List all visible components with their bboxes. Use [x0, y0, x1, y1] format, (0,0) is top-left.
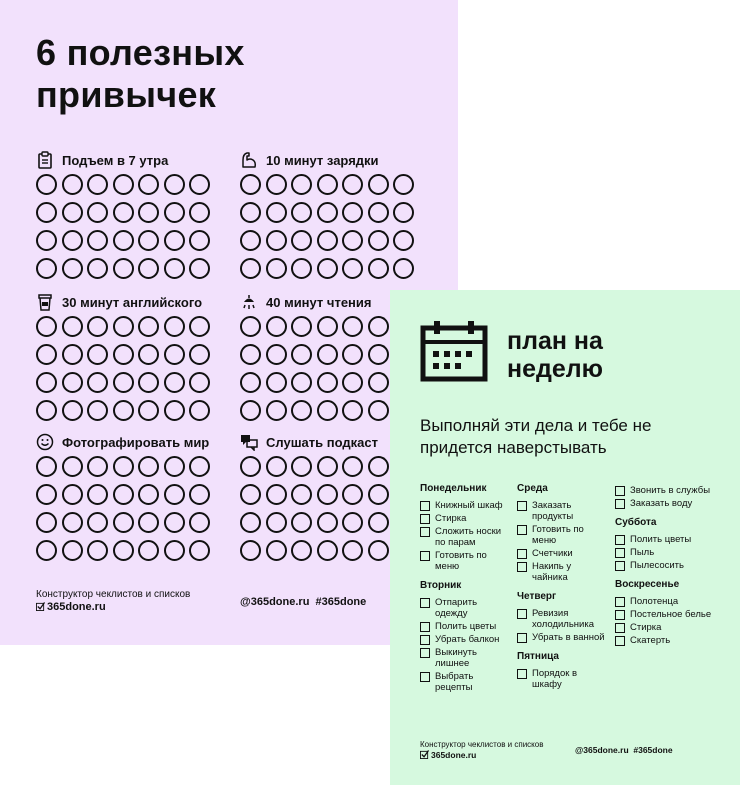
habit-tracker-circle[interactable] — [291, 316, 312, 337]
task-checkbox[interactable] — [420, 527, 430, 537]
habit-tracker-circle[interactable] — [62, 202, 83, 223]
habit-tracker-circle[interactable] — [240, 540, 261, 561]
planner-day-heading: Суббота — [615, 517, 657, 528]
habit-tracker-circle[interactable] — [138, 484, 159, 505]
habit-tracker-circle[interactable] — [240, 400, 261, 421]
habit-tracker-circle[interactable] — [87, 258, 108, 279]
planner-task — [517, 608, 609, 630]
habit-tracker-circle[interactable] — [240, 230, 261, 251]
habit-tracker-circle[interactable] — [138, 456, 159, 477]
habit-block — [36, 150, 236, 170]
habit-tracker-circle[interactable] — [164, 202, 185, 223]
habit-tracker-circle[interactable] — [189, 202, 210, 223]
task-checkbox[interactable] — [420, 635, 430, 645]
habit-tracker-circle[interactable] — [36, 512, 57, 533]
planner-footer-brand — [420, 740, 543, 761]
habit-tracker-circle[interactable] — [342, 372, 363, 393]
habit-tracker-circle[interactable] — [266, 400, 287, 421]
habit-tracker-circle[interactable] — [87, 456, 108, 477]
chat-bubbles-icon — [240, 433, 258, 451]
habit-tracker-circle[interactable] — [368, 456, 389, 477]
habit-tracker-circle[interactable] — [62, 174, 83, 195]
habit-tracker-circle[interactable] — [291, 344, 312, 365]
task-checkbox[interactable] — [517, 549, 527, 559]
habit-tracker-circle[interactable] — [291, 512, 312, 533]
task-checkbox[interactable] — [615, 561, 625, 571]
habit-tracker-circle[interactable] — [342, 400, 363, 421]
planner-task — [517, 524, 609, 546]
habit-tracker-circle[interactable] — [36, 456, 57, 477]
task-label: Порядок в шкафу — [532, 668, 578, 690]
task-label: Стирка — [630, 622, 662, 633]
calendar-icon — [420, 320, 488, 382]
habit-tracker-circle[interactable] — [393, 258, 414, 279]
task-checkbox[interactable] — [420, 622, 430, 632]
task-label: Заказать продукты — [532, 500, 574, 522]
task-checkbox[interactable] — [615, 636, 625, 646]
habit-label: 40 минут чтения — [266, 294, 372, 310]
planner-task — [420, 513, 512, 524]
habit-tracker-circle[interactable] — [266, 230, 287, 251]
task-checkbox[interactable] — [420, 648, 430, 658]
task-label: Выкинуть лишнее — [435, 647, 477, 669]
habit-tracker-circle[interactable] — [291, 400, 312, 421]
planner-footer-social — [575, 745, 673, 756]
habit-tracker-circle[interactable] — [62, 540, 83, 561]
habit-tracker-circle[interactable] — [62, 484, 83, 505]
habit-tracker-circle[interactable] — [113, 316, 134, 337]
habit-tracker-circle[interactable] — [87, 344, 108, 365]
planner-task — [420, 500, 512, 511]
habit-tracker-circle[interactable] — [138, 400, 159, 421]
planner-day-heading: Пятница — [517, 651, 559, 662]
habit-tracker-circle[interactable] — [393, 230, 414, 251]
planner-task — [615, 485, 715, 496]
habit-tracker-circle[interactable] — [317, 174, 338, 195]
shower-icon — [240, 293, 258, 311]
habit-tracker-circle[interactable] — [36, 540, 57, 561]
habit-tracker-circle[interactable] — [317, 258, 338, 279]
task-label: Ревизия холодильника — [532, 608, 594, 630]
planner-task — [420, 550, 512, 572]
task-label: Убрать в ванной — [532, 632, 605, 643]
planner-task — [517, 548, 609, 559]
habit-tracker-circle[interactable] — [189, 512, 210, 533]
planner-day-heading: Четверг — [517, 591, 557, 602]
habit-tracker-circle[interactable] — [240, 512, 261, 533]
habit-tracker-circle[interactable] — [368, 372, 389, 393]
habit-label: 10 минут зарядки — [266, 152, 379, 168]
planner-task — [517, 561, 609, 583]
habit-tracker-circle[interactable] — [291, 540, 312, 561]
habit-tracker-circle[interactable] — [368, 174, 389, 195]
habit-tracker-circle[interactable] — [36, 174, 57, 195]
habit-tracker-circle[interactable] — [62, 512, 83, 533]
habit-tracker-circle[interactable] — [113, 484, 134, 505]
habit-tracker-circle[interactable] — [113, 258, 134, 279]
task-checkbox[interactable] — [517, 669, 527, 679]
habit-tracker-circle[interactable] — [189, 456, 210, 477]
habit-tracker-circle[interactable] — [266, 456, 287, 477]
planner-task — [615, 635, 715, 646]
habit-tracker-circle[interactable] — [240, 372, 261, 393]
habit-tracker-circle[interactable] — [189, 230, 210, 251]
task-label: Полить цветы — [435, 621, 497, 632]
habit-tracker-circle[interactable] — [164, 258, 185, 279]
planner-task — [420, 621, 512, 632]
habit-tracker-circle[interactable] — [87, 174, 108, 195]
task-label: Заказать воду — [630, 498, 693, 509]
footer-social: @365done.ru #365done — [240, 596, 367, 608]
checkbox-tick-icon — [420, 750, 429, 759]
habit-tracker-circle[interactable] — [113, 344, 134, 365]
footer-caption: Конструктор чеклистов и списков — [420, 740, 544, 749]
planner-title: план на неделю — [507, 327, 604, 383]
task-checkbox[interactable] — [615, 499, 625, 509]
planner-sheet — [390, 290, 740, 785]
task-checkbox[interactable] — [517, 501, 527, 511]
habit-tracker-circle[interactable] — [87, 484, 108, 505]
task-label: Книжный шкаф — [435, 500, 503, 511]
habit-tracker-circle[interactable] — [113, 202, 134, 223]
habit-tracker-circle[interactable] — [189, 174, 210, 195]
habit-tracker-circle[interactable] — [291, 456, 312, 477]
habit-tracker-circle[interactable] — [240, 456, 261, 477]
habit-tracker-circle[interactable] — [36, 344, 57, 365]
habit-tracker-circle[interactable] — [138, 372, 159, 393]
habit-tracker-circle[interactable] — [317, 456, 338, 477]
task-checkbox[interactable] — [517, 609, 527, 619]
task-checkbox[interactable] — [517, 633, 527, 643]
task-label: Готовить по меню — [532, 524, 584, 546]
task-label: Выбрать рецепты — [435, 671, 474, 693]
task-checkbox[interactable] — [615, 548, 625, 558]
task-label: Отпарить одежду — [435, 597, 478, 619]
task-label: Счетчики — [532, 548, 573, 559]
habit-tracker-circle[interactable] — [164, 174, 185, 195]
habit-tracker-circle[interactable] — [266, 316, 287, 337]
habit-tracker-circle[interactable] — [36, 372, 57, 393]
habit-tracker-circle[interactable] — [138, 258, 159, 279]
habit-tracker-circle[interactable] — [342, 484, 363, 505]
habit-tracker-circle[interactable] — [240, 202, 261, 223]
flexed-arm-icon — [240, 151, 258, 169]
habit-tracker-circle[interactable] — [164, 230, 185, 251]
habit-tracker-circle[interactable] — [240, 484, 261, 505]
habit-tracker-circle[interactable] — [342, 258, 363, 279]
habit-tracker-circle[interactable] — [291, 372, 312, 393]
habit-tracker-circle[interactable] — [138, 344, 159, 365]
planner-task — [420, 634, 512, 645]
task-label: Накипь у чайника — [532, 561, 572, 583]
habit-label: Слушать подкаст — [266, 434, 378, 450]
habit-tracker-circle[interactable] — [317, 540, 338, 561]
footer-caption: Конструктор чеклистов и списков — [36, 589, 191, 600]
task-label: Пылесосить — [630, 560, 684, 571]
footer-social: @365done.ru #365done — [575, 745, 673, 755]
habit-tracker-grid — [36, 456, 215, 568]
habit-tracker-circle[interactable] — [87, 400, 108, 421]
habit-tracker-circle[interactable] — [189, 484, 210, 505]
habit-tracker-circle[interactable] — [138, 540, 159, 561]
habit-tracker-circle[interactable] — [368, 400, 389, 421]
habit-tracker-circle[interactable] — [62, 344, 83, 365]
task-label: Пыль — [630, 547, 655, 558]
habit-tracker-circle[interactable] — [291, 484, 312, 505]
habits-title: 6 полезных привычек — [36, 32, 245, 115]
smiley-icon — [36, 433, 54, 451]
habit-tracker-circle[interactable] — [240, 344, 261, 365]
habit-tracker-circle[interactable] — [62, 372, 83, 393]
habit-tracker-circle[interactable] — [291, 202, 312, 223]
habit-tracker-circle[interactable] — [240, 174, 261, 195]
task-checkbox[interactable] — [615, 486, 625, 496]
habit-tracker-circle[interactable] — [368, 230, 389, 251]
habit-tracker-circle[interactable] — [266, 258, 287, 279]
habit-tracker-circle[interactable] — [317, 316, 338, 337]
planner-task — [420, 597, 512, 619]
habit-tracker-circle[interactable] — [164, 316, 185, 337]
habit-tracker-grid — [36, 316, 215, 428]
habit-tracker-circle[interactable] — [368, 202, 389, 223]
habit-tracker-circle[interactable] — [62, 400, 83, 421]
habit-label: Фотографировать мир — [62, 434, 210, 450]
habit-tracker-circle[interactable] — [164, 512, 185, 533]
habit-tracker-circle[interactable] — [36, 230, 57, 251]
habit-label: Подъем в 7 утра — [62, 152, 169, 168]
habit-tracker-circle[interactable] — [317, 400, 338, 421]
habit-tracker-circle[interactable] — [317, 230, 338, 251]
task-checkbox[interactable] — [420, 514, 430, 524]
task-checkbox[interactable] — [615, 597, 625, 607]
habit-tracker-circle[interactable] — [113, 400, 134, 421]
task-label: Полить цветы — [630, 534, 692, 545]
habit-tracker-circle[interactable] — [266, 202, 287, 223]
habit-tracker-circle[interactable] — [266, 484, 287, 505]
habit-tracker-circle[interactable] — [87, 372, 108, 393]
habit-tracker-circle[interactable] — [342, 512, 363, 533]
habit-tracker-circle[interactable] — [113, 372, 134, 393]
habit-tracker-circle[interactable] — [189, 400, 210, 421]
habit-tracker-circle[interactable] — [291, 174, 312, 195]
habit-tracker-circle[interactable] — [342, 174, 363, 195]
habit-tracker-circle[interactable] — [368, 344, 389, 365]
habit-tracker-circle[interactable] — [138, 174, 159, 195]
planner-column — [517, 483, 609, 692]
habit-label: 30 минут английского — [62, 294, 203, 310]
habit-tracker-circle[interactable] — [291, 230, 312, 251]
task-checkbox[interactable] — [420, 551, 430, 561]
task-checkbox[interactable] — [420, 598, 430, 608]
habit-tracker-circle[interactable] — [342, 344, 363, 365]
habit-tracker-circle[interactable] — [36, 258, 57, 279]
habit-tracker-circle[interactable] — [164, 540, 185, 561]
habit-tracker-circle[interactable] — [393, 202, 414, 223]
habit-tracker-circle[interactable] — [266, 174, 287, 195]
habit-tracker-circle[interactable] — [87, 202, 108, 223]
task-checkbox[interactable] — [517, 525, 527, 535]
habit-tracker-circle[interactable] — [62, 230, 83, 251]
habit-tracker-circle[interactable] — [164, 372, 185, 393]
habit-tracker-circle[interactable] — [189, 258, 210, 279]
planner-column — [615, 485, 715, 648]
habit-tracker-circle[interactable] — [266, 540, 287, 561]
habit-tracker-circle[interactable] — [342, 202, 363, 223]
habit-tracker-circle[interactable] — [36, 202, 57, 223]
task-label: Полотенца — [630, 596, 679, 607]
task-label: Сложить носки по парам — [435, 526, 502, 548]
task-label: Звонить в службы — [630, 485, 711, 496]
habit-tracker-circle[interactable] — [368, 540, 389, 561]
habit-tracker-circle[interactable] — [62, 316, 83, 337]
habit-tracker-circle[interactable] — [113, 512, 134, 533]
habit-tracker-circle[interactable] — [368, 512, 389, 533]
planner-column — [420, 483, 512, 695]
habit-tracker-circle[interactable] — [368, 316, 389, 337]
habit-tracker-circle[interactable] — [87, 230, 108, 251]
habit-tracker-circle[interactable] — [36, 484, 57, 505]
habit-tracker-circle[interactable] — [342, 456, 363, 477]
habit-tracker-circle[interactable] — [113, 174, 134, 195]
habit-block — [36, 292, 236, 312]
habit-tracker-circle[interactable] — [113, 230, 134, 251]
habit-tracker-grid — [36, 174, 215, 286]
habit-tracker-circle[interactable] — [164, 456, 185, 477]
habit-tracker-circle[interactable] — [36, 400, 57, 421]
habit-tracker-circle[interactable] — [113, 456, 134, 477]
footer-site: 365done.ru — [431, 750, 477, 760]
habit-tracker-circle[interactable] — [87, 316, 108, 337]
coffee-cup-icon — [36, 293, 54, 311]
habit-tracker-circle[interactable] — [138, 202, 159, 223]
habit-tracker-circle[interactable] — [36, 316, 57, 337]
habit-tracker-circle[interactable] — [189, 344, 210, 365]
task-label: Готовить по меню — [435, 550, 487, 572]
habit-tracker-circle[interactable] — [317, 484, 338, 505]
planner-task — [615, 609, 715, 620]
planner-task — [615, 547, 715, 558]
planner-task — [517, 668, 609, 690]
habit-tracker-circle[interactable] — [266, 372, 287, 393]
habit-tracker-circle[interactable] — [138, 316, 159, 337]
habit-tracker-circle[interactable] — [317, 202, 338, 223]
habit-tracker-circle[interactable] — [342, 540, 363, 561]
planner-subtitle: Выполняй эти дела и тебе не придется наверстывать — [420, 416, 652, 457]
habit-tracker-circle[interactable] — [189, 372, 210, 393]
habit-tracker-circle[interactable] — [317, 344, 338, 365]
task-checkbox[interactable] — [615, 623, 625, 633]
habit-tracker-circle[interactable] — [368, 258, 389, 279]
habit-tracker-circle[interactable] — [342, 316, 363, 337]
footer-site: 365done.ru — [47, 601, 106, 613]
planner-task — [615, 596, 715, 607]
planner-task — [615, 534, 715, 545]
habit-tracker-circle[interactable] — [189, 540, 210, 561]
habit-tracker-circle[interactable] — [317, 512, 338, 533]
habit-block — [36, 432, 236, 452]
habit-block — [240, 150, 440, 170]
task-checkbox[interactable] — [517, 562, 527, 572]
habit-tracker-circle[interactable] — [266, 344, 287, 365]
task-checkbox[interactable] — [615, 535, 625, 545]
habit-tracker-circle[interactable] — [342, 230, 363, 251]
habit-tracker-circle[interactable] — [113, 540, 134, 561]
habit-tracker-circle[interactable] — [87, 512, 108, 533]
habit-tracker-circle[interactable] — [87, 540, 108, 561]
planner-task — [420, 647, 512, 669]
habit-tracker-circle[interactable] — [266, 512, 287, 533]
habit-tracker-circle[interactable] — [368, 484, 389, 505]
habits-footer-brand — [36, 588, 190, 614]
planner-task — [615, 622, 715, 633]
habits-footer-social — [240, 596, 366, 609]
habit-tracker-grid — [240, 174, 419, 286]
planner-task — [615, 560, 715, 571]
task-checkbox[interactable] — [420, 501, 430, 511]
habit-tracker-circle[interactable] — [393, 174, 414, 195]
habit-tracker-circle[interactable] — [138, 230, 159, 251]
planner-day-heading: Воскресенье — [615, 579, 680, 590]
habit-tracker-circle[interactable] — [164, 484, 185, 505]
task-label: Скатерть — [630, 635, 671, 646]
planner-task — [517, 500, 609, 522]
habit-tracker-circle[interactable] — [164, 400, 185, 421]
task-label: Постельное белье — [630, 609, 712, 620]
habit-tracker-circle[interactable] — [240, 316, 261, 337]
checkbox-tick-icon — [36, 602, 45, 611]
habit-tracker-circle[interactable] — [62, 456, 83, 477]
task-label: Стирка — [435, 513, 467, 524]
planner-task — [420, 526, 512, 548]
task-label: Убрать балкон — [435, 634, 500, 645]
habit-tracker-circle[interactable] — [189, 316, 210, 337]
habit-tracker-circle[interactable] — [317, 372, 338, 393]
habit-tracker-circle[interactable] — [291, 258, 312, 279]
habit-tracker-circle[interactable] — [240, 258, 261, 279]
planner-task — [615, 498, 715, 509]
habit-tracker-circle[interactable] — [164, 344, 185, 365]
task-checkbox[interactable] — [420, 672, 430, 682]
planner-day-heading: Понедельник — [420, 483, 487, 494]
clipboard-icon — [36, 151, 54, 169]
habit-tracker-circle[interactable] — [62, 258, 83, 279]
planner-task — [517, 632, 609, 643]
planner-task — [420, 671, 512, 693]
planner-day-heading: Вторник — [420, 580, 462, 591]
habit-tracker-circle[interactable] — [138, 512, 159, 533]
task-checkbox[interactable] — [615, 610, 625, 620]
planner-day-heading: Среда — [517, 483, 548, 494]
